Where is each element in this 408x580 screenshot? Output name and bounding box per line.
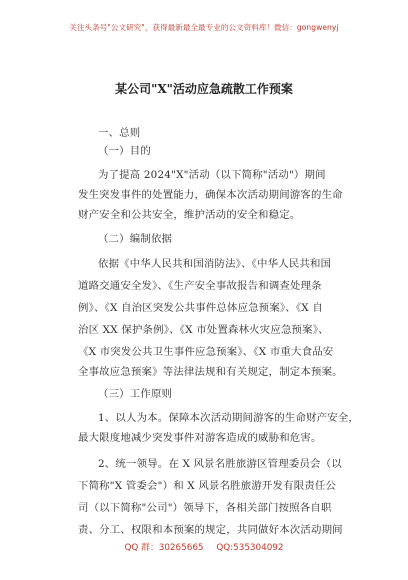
section-heading: 一、总则 <box>98 127 141 139</box>
paragraph-line: 发生突发事件的处置能力，确保本次活动期间游客的生命 <box>78 189 343 201</box>
footer-qq-number: QQ:535304092 <box>216 543 284 553</box>
header-banner: 关注头条号"公文研究"，获得最新最全最专业的公文资料库！微信：gongwenyj <box>69 23 339 32</box>
paragraph-line: 治区 XX 保护条例》、《X 市处置森林火灾应急预案》、 <box>78 324 329 336</box>
paragraph-line: 司（以下简称"公司"）领导下，各相关部门按照各自职 <box>78 502 332 514</box>
subsection-heading: （二）编制依据 <box>98 233 173 245</box>
paragraph-line: 责、分工、权限和本预案的规定，共同做好本次活动期间 <box>78 524 343 536</box>
paragraph-line: 《X 市突发公共卫生事件应急预案》、《X 市重大食品安 <box>78 346 334 358</box>
paragraph-line: 例》、《X 自治区突发公共事件总体应急预案》、《X 自 <box>78 302 323 314</box>
paragraph-line: 为了提高 2024"X"活动（以下简称"活动"）期间 <box>98 169 326 181</box>
subsection-heading: （三）工作原则 <box>98 388 173 400</box>
paragraph-line: 财产安全和公共安全，维护活动的安全和稳定。 <box>78 209 301 221</box>
subsection-heading: （一）目的 <box>98 145 151 157</box>
paragraph-line: 道路交通安全发》、《生产安全事故报告和调查处理条 <box>78 280 322 292</box>
paragraph-line: 2、统一领导。在 X 风景名胜旅游区管理委员会（以 <box>98 458 342 470</box>
paragraph-line: 最大限度地减少突发事件对游客造成的威胁和危害。 <box>78 432 322 444</box>
document-title: 某公司"X"活动应急疏散工作预案 <box>115 82 293 96</box>
footer-contact <box>0 540 408 553</box>
footer-qq-group: QQ 群：30265665 <box>124 543 204 553</box>
paragraph-line: 依据《中华人民共和国消防法》、《中华人民共和国 <box>98 258 332 270</box>
paragraph-line: 下简称"X 管委会"）和 X 风景名胜旅游开发有限责任公 <box>78 480 337 492</box>
paragraph-line: 全事故应急预案》等法律法规和有关规定，制定本预案。 <box>78 366 343 378</box>
paragraph-line: 1、以人为本。保障本次活动期间游客的生命财产安全， <box>98 412 359 424</box>
